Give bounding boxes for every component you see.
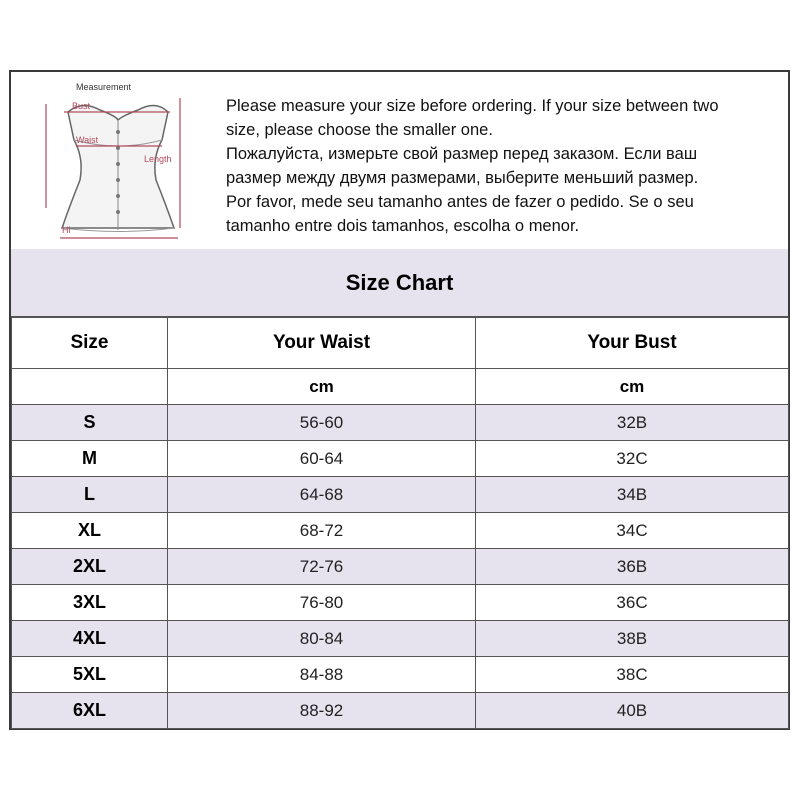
instruction-line: размер между двумя размерами, выберите меньший размер. — [226, 169, 699, 187]
table-row — [12, 585, 789, 621]
table-row — [12, 621, 789, 657]
size-cell: S — [12, 405, 168, 441]
bust-cell: 38B — [476, 621, 789, 657]
header-bust: Your Bust — [476, 318, 789, 369]
instruction-line: Por favor, mede seu tamanho antes de fazer o pedido. Se o seu — [226, 193, 694, 211]
size-cell: 6XL — [12, 693, 168, 729]
size-cell: 2XL — [12, 549, 168, 585]
waist-cell: 80-84 — [168, 621, 476, 657]
length-label: Length — [144, 154, 172, 164]
table-row — [12, 441, 789, 477]
waist-cell: 76-80 — [168, 585, 476, 621]
bust-cell: 32B — [476, 405, 789, 441]
table-row — [12, 513, 789, 549]
size-table — [11, 317, 789, 729]
bust-cell: 38C — [476, 657, 789, 693]
header-size: Size — [12, 318, 168, 369]
figure-heading: Measurement — [76, 82, 132, 92]
size-cell: XL — [12, 513, 168, 549]
unit-bust: cm — [476, 369, 789, 405]
waist-cell: 60-64 — [168, 441, 476, 477]
size-chart-title: Size Chart — [11, 249, 788, 317]
measure-instructions — [226, 94, 786, 238]
instruction-line: tamanho entre dois tamanhos, escolha o menor. — [226, 217, 580, 235]
size-cell: M — [12, 441, 168, 477]
unit-size — [12, 369, 168, 405]
table-row — [12, 549, 789, 585]
bust-cell: 34B — [476, 477, 789, 513]
bust-cell: 34C — [476, 513, 789, 549]
bust-cell: 32C — [476, 441, 789, 477]
table-row — [12, 477, 789, 513]
size-cell: 4XL — [12, 621, 168, 657]
waist-cell: 72-76 — [168, 549, 476, 585]
unit-waist: cm — [168, 369, 476, 405]
bust-cell: 36B — [476, 549, 789, 585]
waist-cell: 64-68 — [168, 477, 476, 513]
waist-cell: 84-88 — [168, 657, 476, 693]
waist-cell: 68-72 — [168, 513, 476, 549]
corset-measurement-figure — [38, 80, 194, 245]
table-header-row — [12, 318, 789, 369]
waist-cell: 56-60 — [168, 405, 476, 441]
measurement-intro — [11, 72, 788, 251]
table-row — [12, 405, 789, 441]
size-cell: L — [12, 477, 168, 513]
units-row — [12, 369, 789, 405]
waist-label: Waist — [76, 135, 99, 145]
instruction-line: size, please choose the smaller one. — [226, 121, 493, 139]
bust-cell: 36C — [476, 585, 789, 621]
waist-cell: 88-92 — [168, 693, 476, 729]
instruction-line: Пожалуйста, измерьте свой размер перед заказом. Если ваш — [226, 145, 698, 163]
instruction-line: Please measure your size before ordering. If your size between two — [226, 97, 719, 115]
hip-label: Hi — [62, 225, 71, 235]
size-cell: 3XL — [12, 585, 168, 621]
table-row — [12, 693, 789, 729]
table-row — [12, 657, 789, 693]
size-cell: 5XL — [12, 657, 168, 693]
bust-cell: 40B — [476, 693, 789, 729]
bust-label: Bust — [72, 101, 91, 111]
size-chart — [9, 70, 790, 730]
header-waist: Your Waist — [168, 318, 476, 369]
